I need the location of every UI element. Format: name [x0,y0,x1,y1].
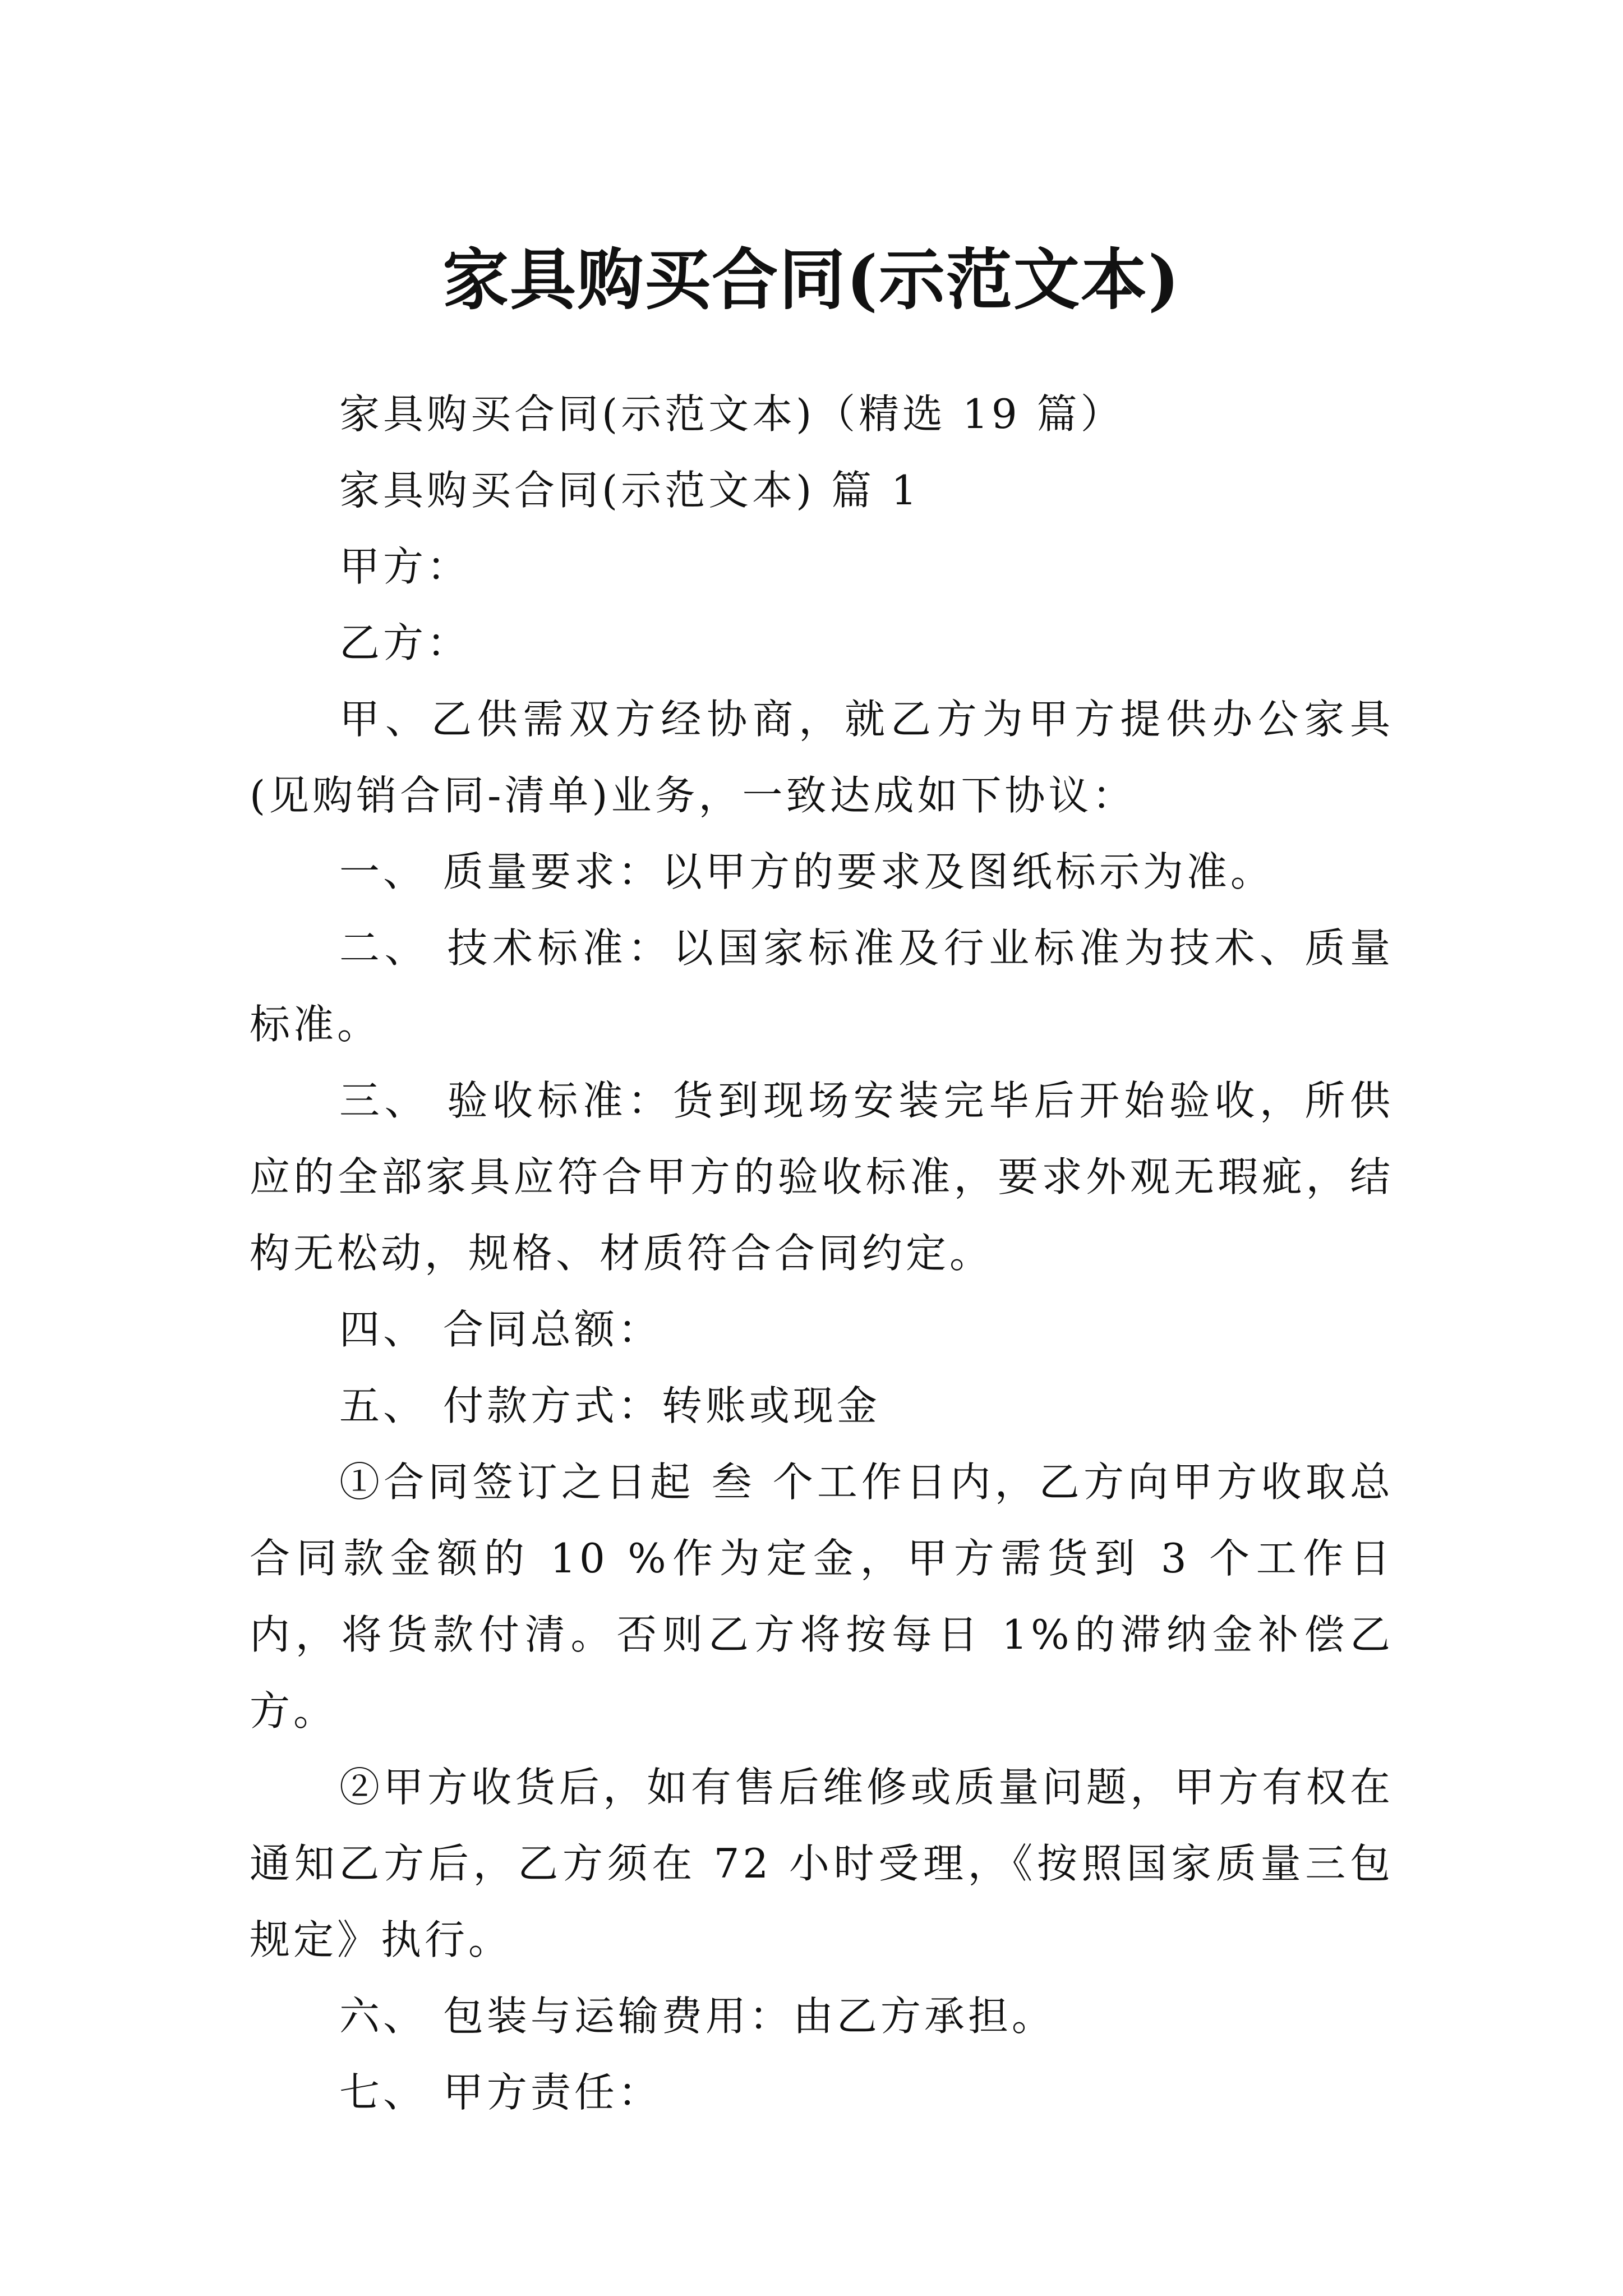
document-title: 家具购买合同(示范文本) [442,241,1181,319]
payment-item-2-paragraph: ②甲方收货后，如有售后维修或质量问题，甲方有权在通知乙方后，乙方须在 72 小时受理，《按照国家质量三包规定》执行。 [250,1764,1394,1963]
clause-total-paragraph: 四、 合同总额： [339,1306,662,1353]
document-body [250,376,1394,2131]
subtitle-paragraph: 家具购买合同(示范文本)（精选 19 篇） [339,390,1124,438]
clause-payment-paragraph: 五、 付款方式：转账或现金 [339,1382,880,1429]
section-heading-paragraph: 家具购买合同(示范文本) 篇 1 [339,467,920,514]
party-a-paragraph: 甲方： [339,543,471,590]
clause-acceptance-paragraph: 三、 验收标准：货到现场安装完毕后开始验收，所供应的全部家具应符合甲方的验收标准，要求外观无瑕疵，结构无松动，规格、材质符合合同约定。 [250,1077,1394,1277]
clause-packaging-paragraph: 六、 包装与运输费用：由乙方承担。 [339,1993,1055,2040]
agreement-intro-paragraph: 甲、乙供需双方经协商，就乙方为甲方提供办公家具(见购销合同-清单)业务，一致达成如下协议： [250,696,1394,819]
clause-quality-paragraph: 一、 质量要求：以甲方的要求及图纸标示为准。 [339,848,1274,895]
clause-technical-paragraph: 二、 技术标准：以国家标准及行业标准为技术、质量标准。 [250,924,1394,1048]
clause-party-a-duty-paragraph: 七、 甲方责任： [339,2069,662,2116]
payment-item-1-paragraph: ①合同签订之日起 叁 个工作日内，乙方向甲方收取总合同款金额的 10 %作为定金，甲方需货到 3 个工作日内，将货款付清。否则乙方将按每日 1%的滞纳金补偿乙方。 [250,1458,1394,1734]
party-b-paragraph: 乙方： [339,619,471,666]
